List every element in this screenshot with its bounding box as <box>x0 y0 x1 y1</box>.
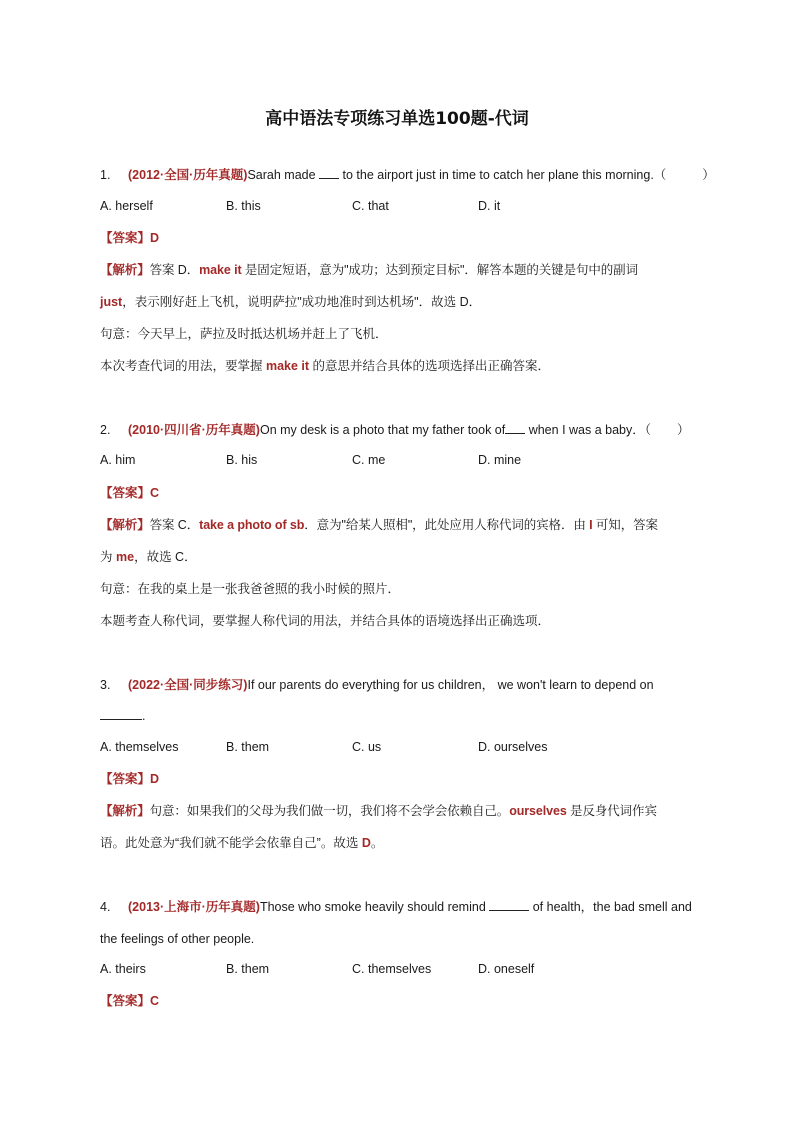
question-number: 3. <box>100 678 111 692</box>
question-1-stem: 1. (2012·全国·历年真题)Sarah made to the airport just in time to catch her plane this morning.（ ） <box>100 168 715 182</box>
question-2-stem: 2. (2010·四川省·历年真题)On my desk is a photo that my father took of when I was a baby．（ ） <box>100 423 690 437</box>
option-b: B. this <box>226 199 261 213</box>
question-3-stem-line-2: . <box>100 707 728 725</box>
question-1-meaning: 句意：今天早上，萨拉及时抵达机场并赶上了飞机． <box>100 327 388 341</box>
question-4-stem-line-2: the feelings of other people. <box>100 932 255 946</box>
answer-blank <box>505 421 525 434</box>
option-b: B. them <box>226 740 270 754</box>
question-source: (2013·上海市·历年真题) <box>128 900 260 914</box>
option-c: C. that <box>352 199 389 213</box>
document-title: 高中语法专项练习单选100题-代词 <box>265 109 529 129</box>
answer-value: D <box>150 231 160 245</box>
question-source: (2012·全国·历年真题) <box>128 168 248 182</box>
question-number: 2. <box>100 423 111 437</box>
option-b: B. his <box>226 453 258 467</box>
answer-value: C <box>150 486 160 500</box>
option-b: B. them <box>226 962 270 976</box>
option-a: A. theirs <box>100 962 146 976</box>
question-3-stem: 3. (2022·全国·同步练习)If our parents do everything for us children， we won't learn to depend on <box>100 678 654 692</box>
question-3-analysis-line-1: 【解析】句意：如果我们的父母为我们做一切，我们将不会学会依赖自己。ourselves 是反身代词作宾 <box>100 804 657 818</box>
question-1-summary: 本次考查代词的用法，要掌握 make it 的意思并结合具体的选项选择出正确答案． <box>100 359 551 373</box>
question-source: (2010·四川省·历年真题) <box>128 423 260 437</box>
question-2-analysis-line-2: 为 me，故选 C． <box>100 550 197 564</box>
option-d: D. it <box>478 199 501 213</box>
question-2-summary: 本题考查人称代词，要掌握人称代词的用法，并结合具体的语境选择出正确选项． <box>100 614 551 628</box>
question-4-answer: 【答案】C <box>100 994 160 1008</box>
option-d: D. mine <box>478 453 522 467</box>
question-3-answer: 【答案】D <box>100 772 160 786</box>
option-c: C. me <box>352 453 386 467</box>
option-c: C. us <box>352 740 382 754</box>
question-4-stem: 4. (2013·上海市·历年真题)Those who smoke heavily should remind of health，the bad smell and <box>100 900 692 914</box>
option-d: D. oneself <box>478 962 535 976</box>
answer-value: C <box>150 994 160 1008</box>
question-2-meaning: 句意：在我的桌上是一张我爸爸照的我小时候的照片． <box>100 582 401 596</box>
answer-value: D <box>150 772 160 786</box>
question-1-answer: 【答案】D <box>100 231 160 245</box>
option-a: A. themselves <box>100 740 179 754</box>
question-2-answer: 【答案】C <box>100 486 160 500</box>
answer-blank <box>100 707 142 720</box>
answer-blank <box>319 166 339 179</box>
option-a: A. him <box>100 453 136 467</box>
option-c: C. themselves <box>352 962 432 976</box>
question-number: 4. <box>100 900 111 914</box>
question-number: 1. <box>100 168 111 182</box>
question-3-analysis-line-2: 语。此处意为“我们就不能学会依靠自己”。故选 D。 <box>100 836 384 850</box>
question-1-analysis-line-2: just，表示刚好赶上飞机，说明萨拉"成功地准时到达机场"．故选 D． <box>100 295 482 309</box>
question-source: (2022·全国·同步练习) <box>128 678 248 692</box>
question-1-analysis-line-1: 【解析】答案 D．make it 是固定短语，意为"成功；达到预定目标"．解答本题的关键是句中的副词 <box>100 263 638 277</box>
option-a: A. herself <box>100 199 153 213</box>
question-2-analysis-line-1: 【解析】答案 C．take a photo of sb．意为"给某人照相"，此处应用人称代词的宾格．由 I 可知，答案 <box>100 518 658 532</box>
option-d: D. ourselves <box>478 740 548 754</box>
answer-blank <box>489 898 529 911</box>
